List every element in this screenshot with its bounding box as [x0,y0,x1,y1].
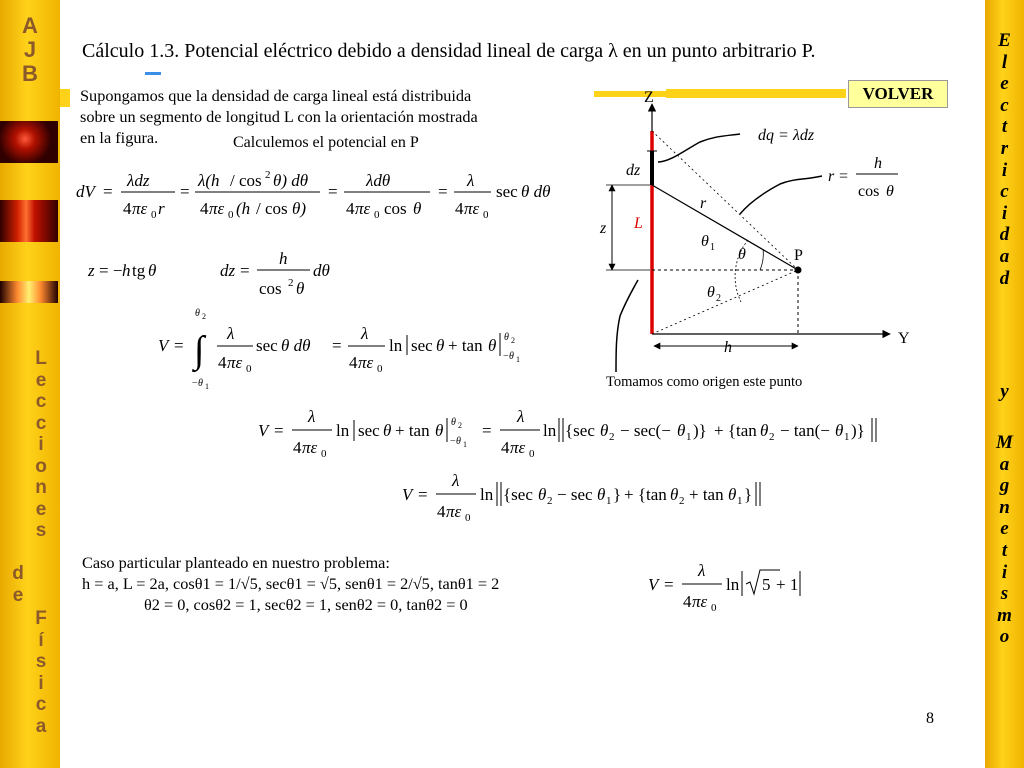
svg-text:dz: dz [626,162,641,179]
origin-note: Tomamos como origen este punto [606,374,803,390]
svg-text:πε: πε [464,199,480,218]
svg-text:θ: θ [886,183,894,200]
svg-text:θ: θ [597,485,606,504]
blue-accent-bar [145,72,161,75]
svg-text:1: 1 [737,495,743,507]
svg-text:θ: θ [707,284,715,301]
svg-text:λ: λ [227,324,235,343]
svg-text:θ dθ: θ dθ [281,336,311,355]
svg-text:θ: θ [451,417,456,428]
svg-text:− sec(−: − sec(− [620,421,671,440]
svg-text:−: − [450,436,456,447]
svg-text:πε: πε [227,353,243,372]
fisica-vertical-text: F í s i c a [35,608,47,737]
svg-text:πε: πε [302,438,318,457]
svg-text:2: 2 [288,277,294,289]
ajb-logo: A J B [22,13,38,86]
svg-text:θ: θ [296,279,305,298]
svg-text:=: = [328,182,338,201]
svg-text:=: = [180,182,190,201]
svg-text:4: 4 [346,199,355,218]
svg-text:πε: πε [358,353,374,372]
svg-text:z: z [600,220,607,237]
point-P-label: P [794,247,803,264]
svg-text:2: 2 [769,431,775,443]
svg-text:=: = [839,168,849,185]
svg-text:V: V [402,485,413,504]
lecciones-vertical-text: L e c c i o n e s [35,348,47,541]
svg-text:ln: ln [389,336,403,355]
svg-text:=: = [438,182,448,201]
svg-text:−: − [192,378,198,389]
thumbnail-1 [0,121,58,163]
svg-text:h: h [874,155,882,172]
svg-text:+ tan: + tan [448,336,483,355]
y-vertical-text: y [1000,381,1009,402]
svg-text:1: 1 [844,431,850,443]
svg-text:θ: θ [456,436,461,447]
svg-text:4: 4 [437,502,446,521]
geometry-figure [590,84,930,404]
svg-text:4: 4 [349,353,358,372]
case-line-2: h = a, L = 2a, cosθ1 = 1/√5, secθ1 = √5, senθ1 = 2/√5, tanθ1 = 2 [82,574,500,593]
svg-text:{sec: {sec [565,421,595,440]
svg-text:0: 0 [711,602,717,614]
svg-text:+ {tan: + {tan [624,485,667,504]
svg-text:4: 4 [218,353,227,372]
svg-text:dz: dz [220,261,236,280]
svg-text:ln: ln [543,421,557,440]
svg-text:1: 1 [686,431,692,443]
svg-text:θ: θ [738,246,746,263]
svg-text:+ tan: + tan [689,485,724,504]
svg-text:5: 5 [762,575,771,594]
svg-text:+ tan: + tan [395,421,430,440]
svg-text:r: r [700,195,707,212]
svg-text:4: 4 [293,438,302,457]
svg-text:2: 2 [511,336,515,345]
svg-text:λ: λ [517,407,525,426]
svg-text:=: = [240,261,250,280]
svg-text:θ: θ [413,199,422,218]
svg-text:πε: πε [355,199,371,218]
svg-text:0: 0 [529,448,535,460]
svg-text:4: 4 [123,199,132,218]
svg-text:0: 0 [465,512,471,524]
svg-text:θ: θ [701,233,709,250]
thumbnail-3 [0,281,58,303]
page-number: 8 [926,710,934,727]
svg-text:πε: πε [692,592,708,611]
svg-text:1: 1 [606,495,612,507]
intro-line-2: sobre un segmento de longitud L con la orientación mostrada [80,107,478,126]
svg-text:θ: θ [488,336,497,355]
svg-text:4: 4 [200,199,209,218]
svg-text:πε: πε [132,199,148,218]
svg-text:/ cos: / cos [230,171,262,190]
svg-text:θ): θ) [292,199,307,218]
svg-text:)}: )} [693,421,707,440]
svg-text:2: 2 [265,169,271,181]
svg-text:2: 2 [458,421,462,430]
svg-text:dq: dq [758,127,774,144]
svg-text:=: = [274,421,284,440]
electricidad-vertical-text: E l e c t r i c i d a d [998,30,1011,289]
svg-text:V: V [648,575,659,594]
svg-text:sec: sec [256,336,278,355]
svg-text:2: 2 [547,495,553,507]
svg-text:θ: θ [509,351,514,362]
svg-text:πε: πε [510,438,526,457]
svg-text:λ: λ [698,561,706,580]
svg-text:θ: θ [670,485,679,504]
svg-text:θ: θ [600,421,609,440]
intro-line-1: Supongamos que la densidad de carga lineal está distribuida [80,86,472,105]
svg-text:1: 1 [710,242,715,253]
svg-text:1: 1 [516,355,520,364]
svg-text:cos: cos [858,183,880,200]
svg-text:ln: ln [336,421,350,440]
svg-text:z: z [88,261,95,280]
svg-text:2: 2 [202,312,206,321]
svg-text:λ: λ [467,171,475,190]
svg-text:0: 0 [321,448,327,460]
svg-text:=: = [779,127,789,144]
intro-line-3: en la figura. [80,128,159,147]
svg-text:dV: dV [76,182,95,201]
case-line-3: θ2 = 0, cosθ2 = 1, secθ2 = 1, senθ2 = 0, tanθ2 = 0 [144,595,468,614]
svg-text:λ: λ [452,471,460,490]
svg-text:− sec: − sec [557,485,593,504]
calc-label: Calculemos el potencial en P [233,134,419,151]
svg-text:h: h [122,261,131,280]
svg-text:V: V [158,336,169,355]
svg-text:}: } [613,485,622,504]
svg-text:λ: λ [308,407,316,426]
equation-case [640,558,820,618]
svg-text:0: 0 [151,209,157,221]
svg-text:0: 0 [228,209,234,221]
svg-text:sec: sec [411,336,433,355]
svg-text:1: 1 [463,440,467,449]
svg-text:θ dθ: θ dθ [521,182,551,201]
svg-text:θ: θ [835,421,844,440]
svg-text:=: = [103,182,113,201]
svg-text:h: h [279,249,288,268]
svg-text:0: 0 [377,363,383,375]
svg-text:θ: θ [728,485,737,504]
svg-text:(h: (h [236,199,251,218]
svg-text:θ: θ [504,332,509,343]
svg-text:θ: θ [383,421,392,440]
svg-text:θ: θ [148,261,157,280]
svg-text:=: = [482,421,492,440]
svg-text:r: r [828,168,835,185]
de-vertical-text: d e [12,563,24,606]
svg-text:{sec: {sec [503,485,533,504]
svg-text:θ: θ [760,421,769,440]
svg-text:+ 1: + 1 [776,575,799,594]
equations-top [70,150,600,400]
thumbnail-2 [0,200,58,242]
svg-text:0: 0 [374,209,380,221]
svg-text:2: 2 [679,495,685,507]
svg-text:cos: cos [384,199,407,218]
svg-text:θ) dθ: θ) dθ [273,171,309,190]
svg-text:πε: πε [446,502,462,521]
svg-text:2: 2 [609,431,615,443]
svg-text:θ: θ [195,308,200,319]
case-line-1: Caso particular planteado en nuestro problema: [82,553,390,572]
svg-text:1: 1 [205,382,209,391]
page-title: Cálculo 1.3. Potencial eléctrico debido a densidad lineal de carga λ en un punto arbitrario P. [82,40,816,62]
case-block [82,552,499,615]
volver-button[interactable]: VOLVER [848,80,948,108]
svg-text:0: 0 [246,363,252,375]
svg-text:4: 4 [683,592,692,611]
svg-text:− tan(−: − tan(− [780,421,830,440]
svg-text:ln: ln [480,485,494,504]
svg-text:=: = [664,575,674,594]
svg-text:dθ: dθ [313,261,330,280]
svg-text:4: 4 [501,438,510,457]
magnetismo-vertical-text: M a g n e t i s m o [996,432,1013,648]
svg-text:= −: = − [99,261,123,280]
svg-text:θ: θ [198,378,203,389]
equations-bottom [250,400,890,530]
svg-text:λdθ: λdθ [366,171,391,190]
svg-text:sec: sec [496,182,518,201]
svg-text:L: L [634,215,643,232]
svg-text:λdz: λdz [793,127,815,144]
svg-text:}: } [744,485,753,504]
svg-text:=: = [418,485,428,504]
svg-text:2: 2 [716,293,721,304]
axis-z-label: Z [644,89,654,106]
svg-text:θ: θ [435,421,444,440]
svg-text:/ cos: / cos [256,199,288,218]
svg-text:θ: θ [538,485,547,504]
svg-text:=: = [332,336,342,355]
svg-text:πε: πε [209,199,225,218]
svg-text:sec: sec [358,421,380,440]
svg-text:λ: λ [361,324,369,343]
svg-text:4: 4 [455,199,464,218]
svg-text:V: V [258,421,269,440]
svg-text:∫: ∫ [194,329,205,371]
svg-text:θ: θ [436,336,445,355]
svg-text:cos: cos [259,279,282,298]
svg-text:=: = [174,336,184,355]
svg-text:r: r [158,199,165,218]
svg-text:ln: ln [726,575,740,594]
svg-text:−: − [503,351,509,362]
svg-text:+ {tan: + {tan [714,421,757,440]
svg-text:)}: )} [851,421,865,440]
svg-text:θ: θ [677,421,686,440]
svg-text:λdz: λdz [127,171,150,190]
axis-y-label: Y [898,330,910,347]
svg-text:0: 0 [483,209,489,221]
left-accent-tab [60,89,70,107]
svg-text:h: h [724,339,732,356]
svg-text:λ(h: λ(h [198,171,220,190]
svg-text:tg: tg [132,261,146,280]
